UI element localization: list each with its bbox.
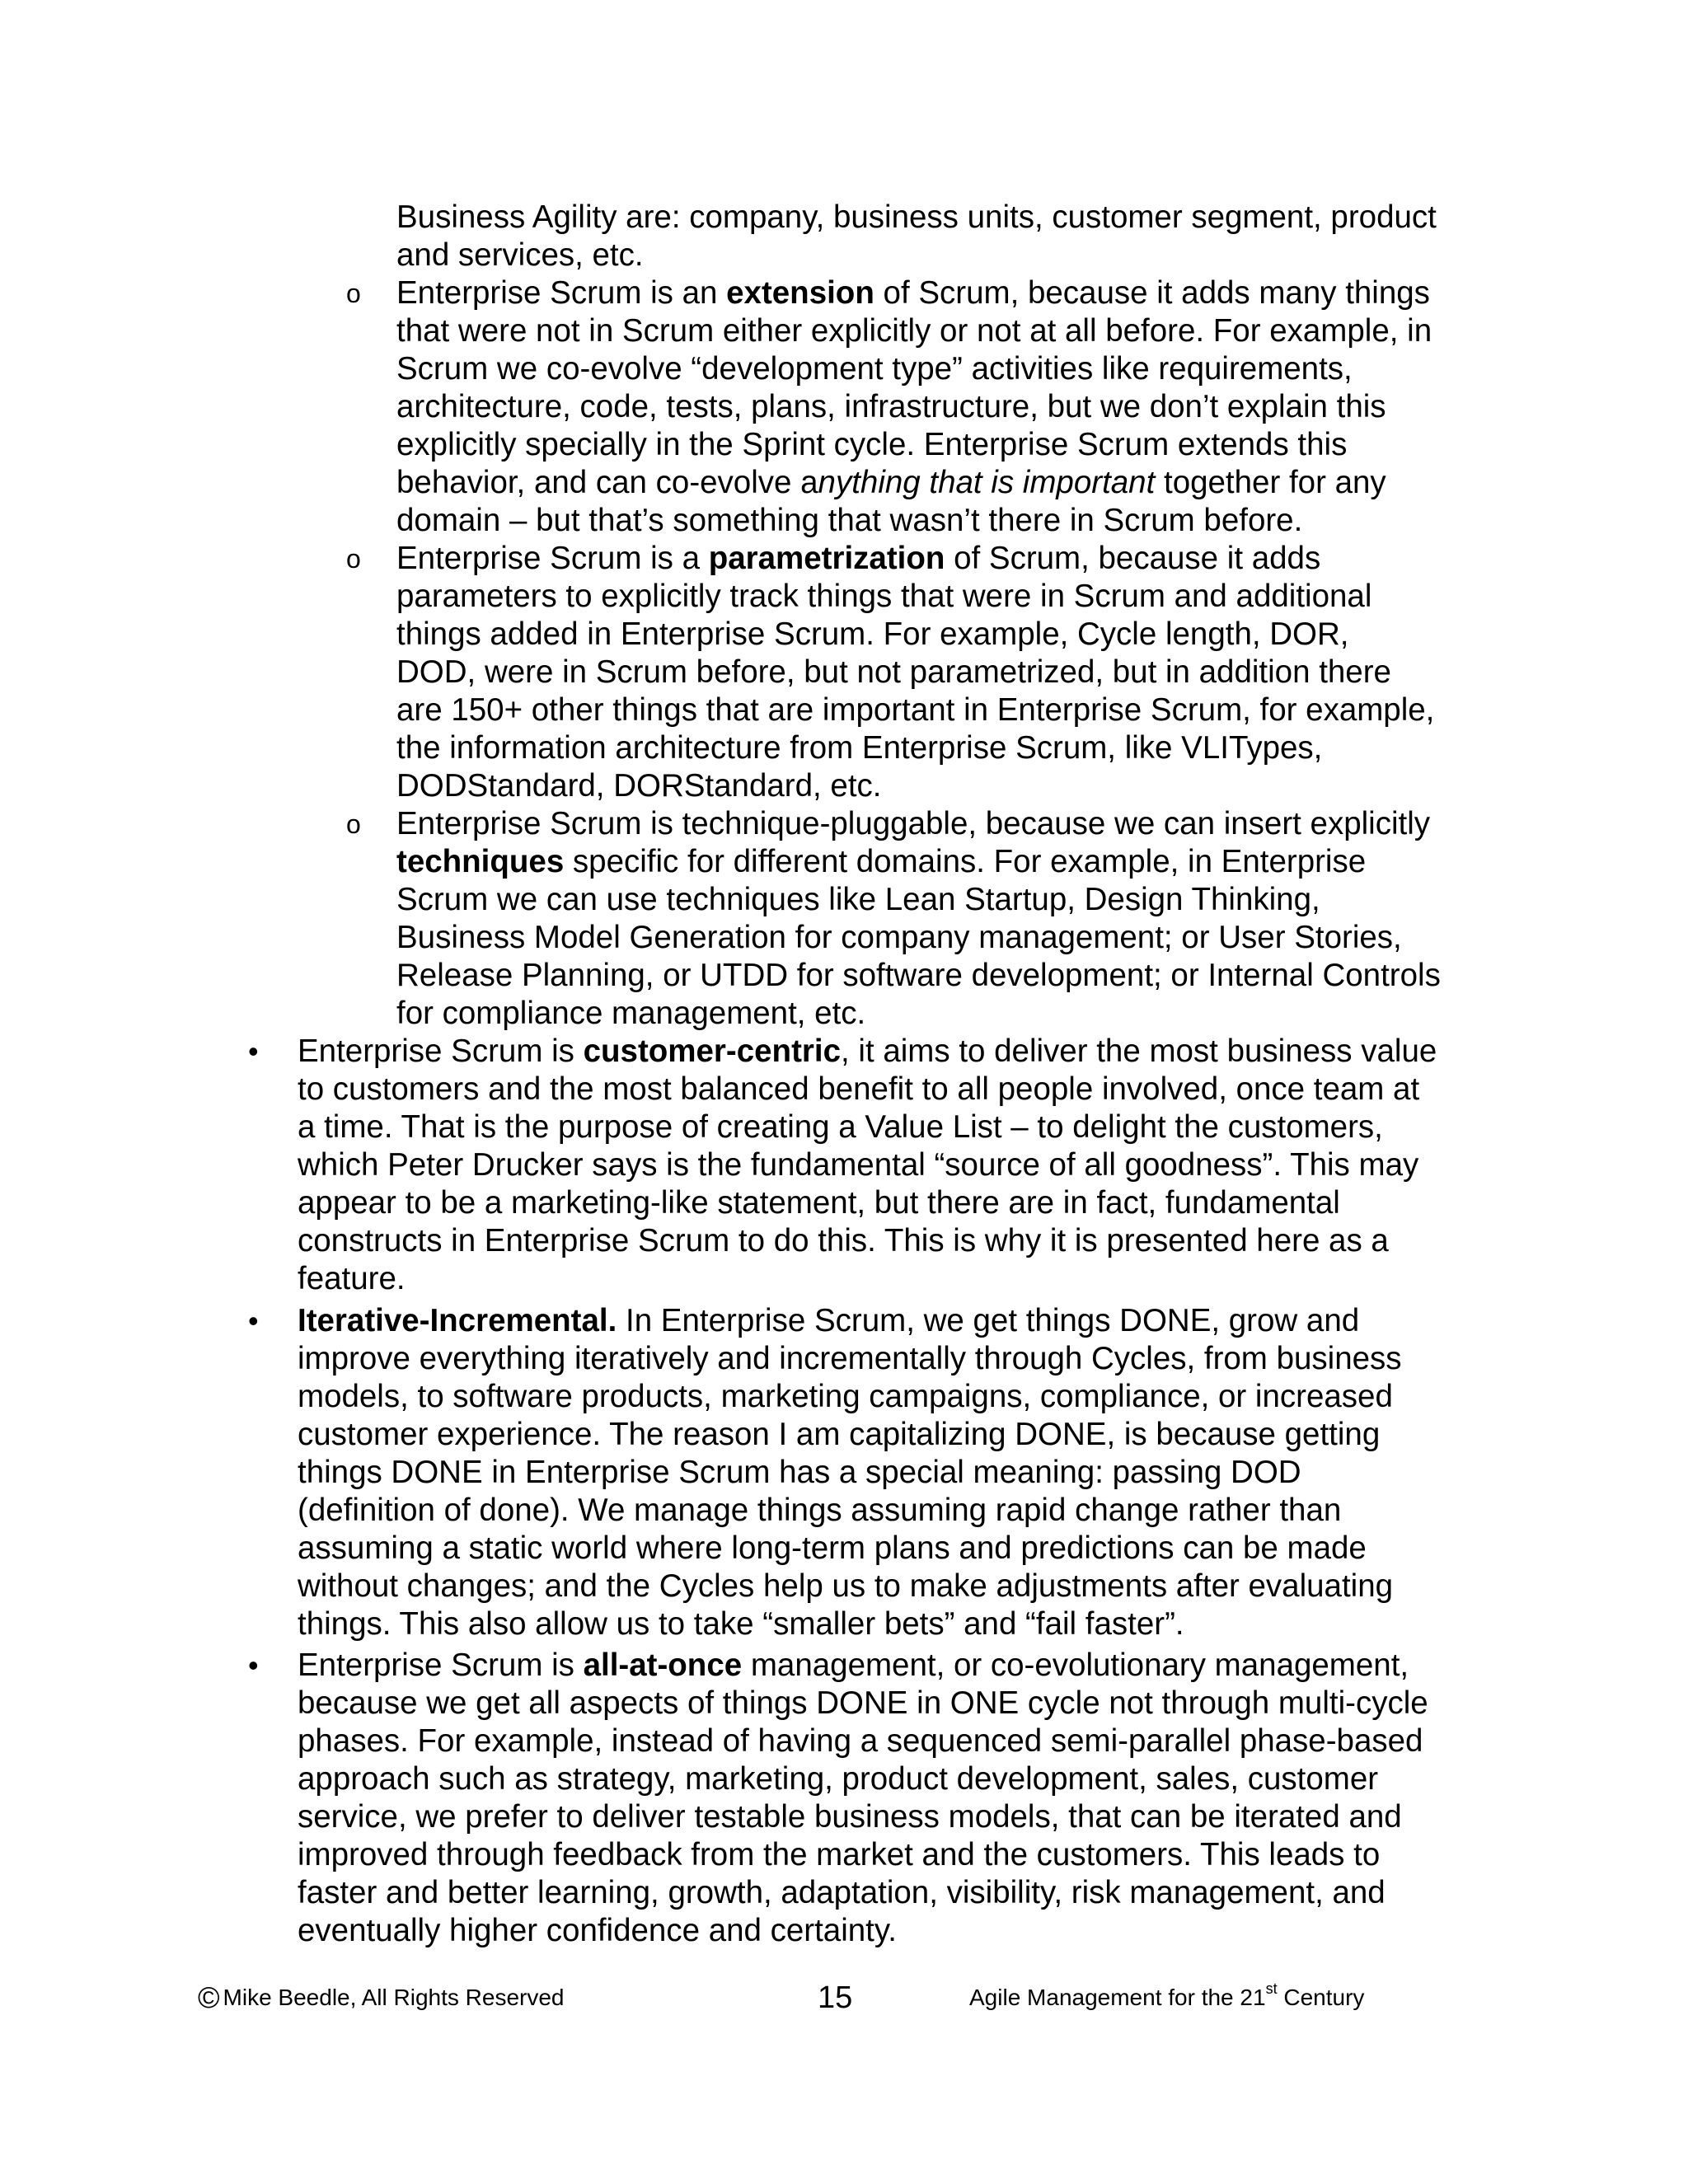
main-item-1-line-2: to customers and the most balanced benefit to all people involved, once team at <box>298 1071 1420 1107</box>
sub-item-2-line-6: the information architecture from Enterprise Scrum, like VLITypes, <box>396 730 1323 766</box>
sub-item-2-line-3: things added in Enterprise Scrum. For example, Cycle length, DOR, <box>396 616 1349 652</box>
main-item-3-line-7: faster and better learning, growth, adaptation, visibility, risk management, and <box>298 1875 1386 1910</box>
sub-item-1-line-3: Scrum we co-evolve “development type” activities like requirements, <box>396 351 1353 387</box>
term-techniques: techniques <box>396 844 565 879</box>
main-item-1-line-7: feature. <box>298 1261 406 1296</box>
main-item-2-line-5: things DONE in Enterprise Scrum has a special meaning: passing DOD <box>298 1455 1301 1490</box>
term-customer-centric: customer-centric <box>583 1033 841 1069</box>
page-number: 15 <box>818 1980 853 2015</box>
main-item-1-line-3: a time. That is the purpose of creating a Value List – to delight the customers, <box>298 1109 1383 1145</box>
sub-item-1-line-4: architecture, code, tests, plans, infrastructure, but we don’t explain this <box>396 389 1386 424</box>
intro-line-2: and services, etc. <box>396 237 644 273</box>
sub-bullet-1: o <box>346 279 361 308</box>
intro-line-1: Business Agility are: company, business units, customer segment, product <box>396 199 1437 235</box>
sub-bullet-3: o <box>346 809 361 839</box>
sub-item-3-line-3: Scrum we can use techniques like Lean Startup, Design Thinking, <box>396 882 1320 917</box>
sub-item-2-line-7: DODStandard, DORStandard, etc. <box>396 768 882 804</box>
main-item-2-line-2: improve everything iteratively and incrementally through Cycles, from business <box>298 1341 1402 1376</box>
main-item-2-line-3: models, to software products, marketing campaigns, compliance, or increased <box>298 1379 1393 1414</box>
main-item-3-line-4: approach such as strategy, marketing, product development, sales, customer <box>298 1761 1379 1797</box>
main-bullet-1: • <box>248 1034 259 1068</box>
main-item-1-line-4: which Peter Drucker says is the fundamental “source of all goodness”. This may <box>298 1147 1419 1183</box>
main-item-3-line-5: service, we prefer to deliver testable business models, that can be iterated and <box>298 1799 1402 1835</box>
sub-item-2-line-4: DOD, were in Scrum before, but not parametrized, but in addition there <box>396 654 1391 690</box>
sub-item-2-line-1: Enterprise Scrum is a parametrization of Scrum, because it adds <box>396 541 1321 576</box>
main-item-2-line-4: customer experience. The reason I am capitalizing DONE, is because getting <box>298 1417 1381 1452</box>
sub-item-3-line-5: Release Planning, or UTDD for software development; or Internal Controls <box>396 958 1441 993</box>
sub-item-3-line-1: Enterprise Scrum is technique-pluggable, because we can insert explicitly <box>396 806 1431 841</box>
sub-item-2-line-2: parameters to explicitly track things that were in Scrum and additional <box>396 579 1372 614</box>
sub-item-3-line-6: for compliance management, etc. <box>396 996 866 1031</box>
main-item-2-line-7: assuming a static world where long-term plans and predictions can be made <box>298 1530 1367 1566</box>
footer-book-title: Agile Management for the 21st Century <box>969 1980 1365 2010</box>
term-all-at-once: all-at-once <box>583 1647 743 1683</box>
main-item-3-line-3: phases. For example, instead of having a sequenced semi-parallel phase-based <box>298 1723 1423 1759</box>
sub-bullet-2: o <box>346 544 361 574</box>
main-item-2-line-6: (definition of done). We manage things assuming rapid change rather than <box>298 1493 1342 1528</box>
copyright-icon: © <box>198 1980 220 2014</box>
main-item-1-line-6: constructs in Enterprise Scrum to do this. This is why it is presented here as a <box>298 1223 1389 1258</box>
footer-copyright: © Mike Beedle, All Rights Reserved <box>198 1980 565 2014</box>
term-extension: extension <box>726 275 874 311</box>
main-bullet-2: • <box>248 1304 259 1338</box>
main-item-3-line-6: improved through feedback from the market and the customers. This leads to <box>298 1837 1381 1872</box>
term-iterative-incremental: Iterative-Incremental. <box>298 1303 617 1338</box>
main-item-3-line-1: Enterprise Scrum is all-at-once management, or co-evolutionary management, <box>298 1647 1409 1683</box>
term-parametrization: parametrization <box>708 541 945 576</box>
main-bullet-3: • <box>248 1648 259 1682</box>
sub-item-2-line-5: are 150+ other things that are important in Enterprise Scrum, for example, <box>396 692 1435 728</box>
sub-item-3-line-4: Business Model Generation for company management; or User Stories, <box>396 920 1402 955</box>
main-item-3-line-2: because we get all aspects of things DONE in ONE cycle not through multi-cycle <box>298 1685 1428 1721</box>
sub-item-1-line-1: Enterprise Scrum is an extension of Scrum, because it adds many things <box>396 275 1430 311</box>
sub-item-3-line-2: techniques specific for different domains. For example, in Enterprise <box>396 844 1367 879</box>
main-item-2-line-9: things. This also allow us to take “smaller bets” and “fail faster”. <box>298 1606 1184 1642</box>
main-item-3-line-8: eventually higher confidence and certainty. <box>298 1913 897 1948</box>
main-item-2-line-1: Iterative-Incremental. In Enterprise Scrum, we get things DONE, grow and <box>298 1303 1360 1338</box>
main-item-1-line-5: appear to be a marketing-like statement, but there are in fact, fundamental <box>298 1185 1340 1221</box>
emphasis-anything-important: nything that is important <box>818 465 1156 500</box>
main-item-1-line-1: Enterprise Scrum is customer-centric, it aims to deliver the most business value <box>298 1033 1437 1069</box>
sub-item-1-line-5: explicitly specially in the Sprint cycle. Enterprise Scrum extends this <box>396 427 1348 462</box>
sub-item-1-line-2: that were not in Scrum either explicitly or not at all before. For example, in <box>396 313 1432 349</box>
main-item-2-line-8: without changes; and the Cycles help us to make adjustments after evaluating <box>298 1568 1394 1604</box>
sub-item-1-line-7: domain – but that’s something that wasn’t there in Scrum before. <box>396 503 1303 538</box>
sub-item-1-line-6: behavior, and can co-evolve anything that is important together for any <box>396 465 1386 500</box>
